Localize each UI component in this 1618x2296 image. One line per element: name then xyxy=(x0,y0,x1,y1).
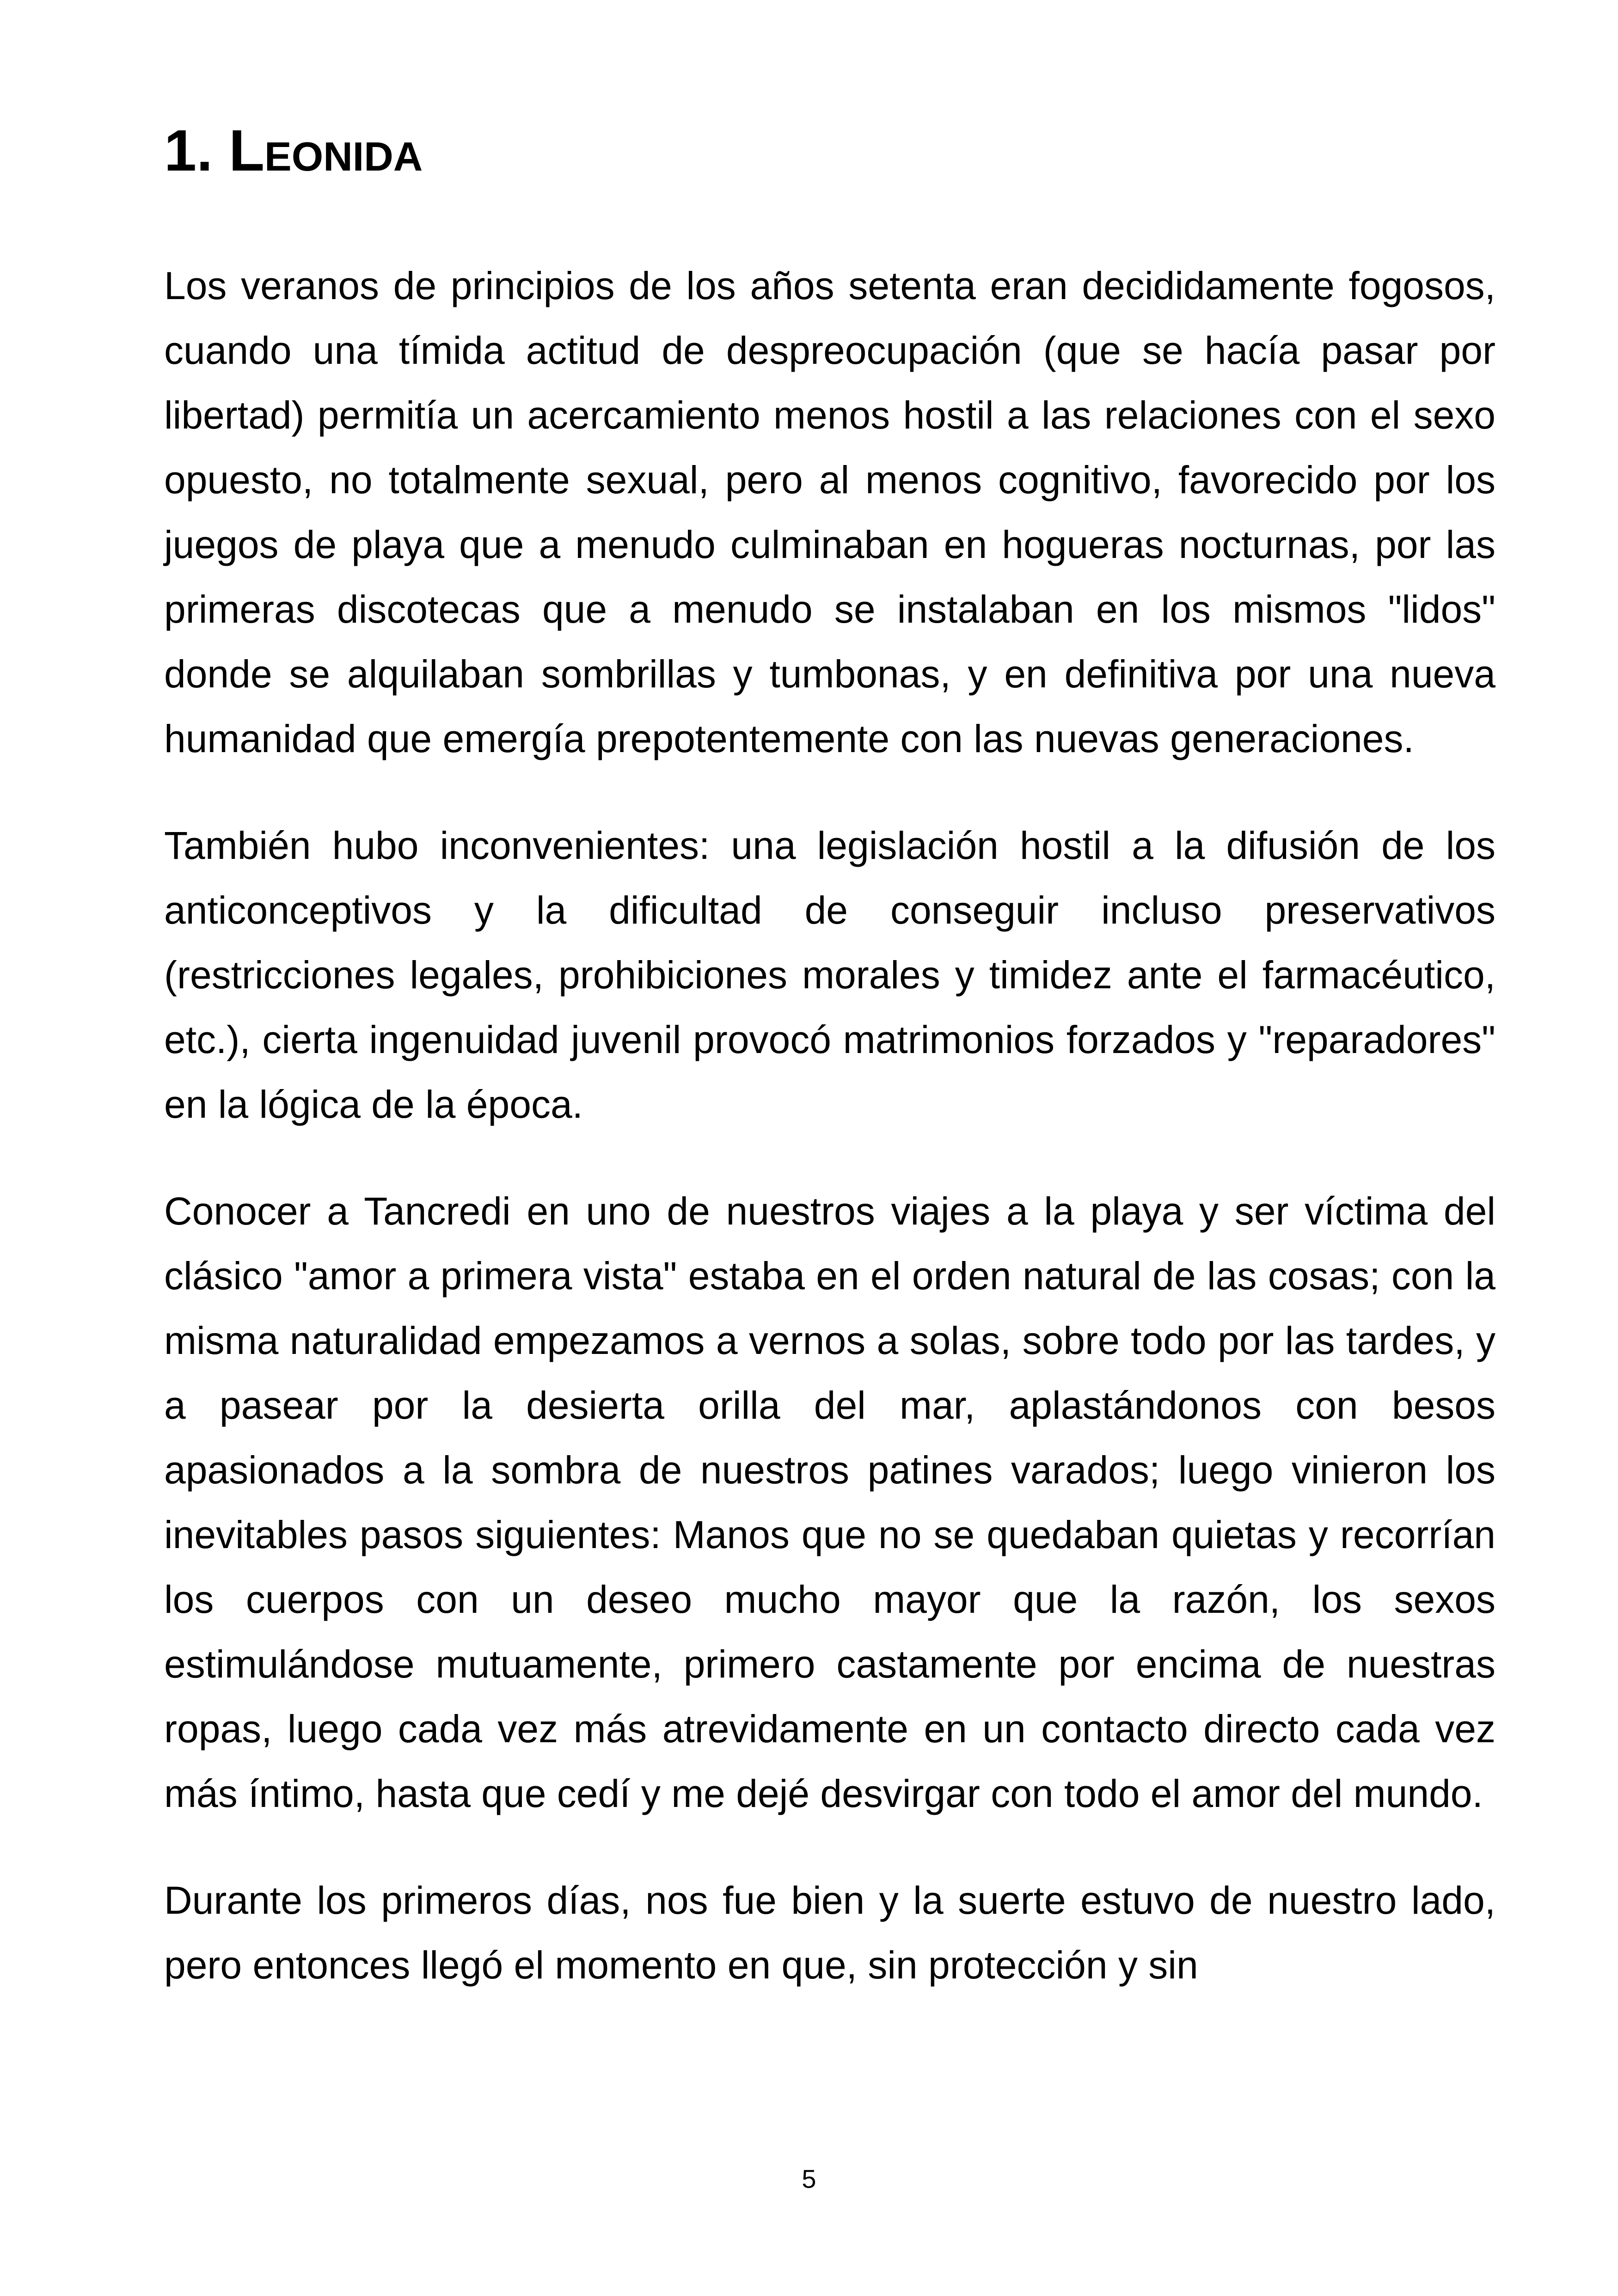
page-number: 5 xyxy=(802,2164,816,2193)
chapter-title: 1. Leonida xyxy=(164,118,423,183)
paragraph-3: Conocer a Tancredi en uno de nuestros viajes a la playa y ser víctima del clásico "amor a primera vista" estaba en el orden natural de las cosas; con la misma naturalidad empezamos a vernos a solas, sobre todo por las tardes, y a pasear por la desierta orilla del mar, aplastándonos con besos apasionados a la sombra de nuestros patines varados; luego vinieron los inevitables pasos siguientes: Manos que no se quedaban quietas y recorrían los cuerpos con un deseo mucho mayor que la razón, los sexos estimulándose mutuamente, primero castamente por encima de nuestras ropas, luego cada vez más atrevidamente en un contacto directo cada vez más íntimo, hasta que cedí y me dejé desvirgar con todo el amor del mundo. xyxy=(164,1189,1495,1815)
paragraph-1: Los veranos de principios de los años setenta eran decididamente fogosos, cuando una tímida actitud de despreocupación (que se hacía pasar por libertad) permitía un acercamiento menos hostil a las relaciones con el sexo opuesto, no totalmente sexual, pero al menos cognitivo, favorecido por los juegos de playa que a menudo culminaban en hogueras nocturnas, por las primeras discotecas que a menudo se instalaban en los mismos "lidos" donde se alquilaban sombrillas y tumbonas, y en definitiva por una nueva humanidad que emergía prepotentemente con las nuevas generaciones. xyxy=(164,264,1495,760)
chapter-body xyxy=(164,253,1495,2039)
paragraph-2: También hubo inconvenientes: una legislación hostil a la difusión de los anticonceptivos y la dificultad de conseguir incluso preservativos (restricciones legales, prohibiciones morales y timidez ante el farmacéutico, etc.), cierta ingenuidad juvenil provocó matrimonios forzados y "reparadores" en la lógica de la época. xyxy=(164,824,1495,1126)
paragraph-4: Durante los primeros días, nos fue bien y la suerte estuvo de nuestro lado, pero entonces llegó el momento en que, sin protección y sin xyxy=(164,1879,1495,1987)
